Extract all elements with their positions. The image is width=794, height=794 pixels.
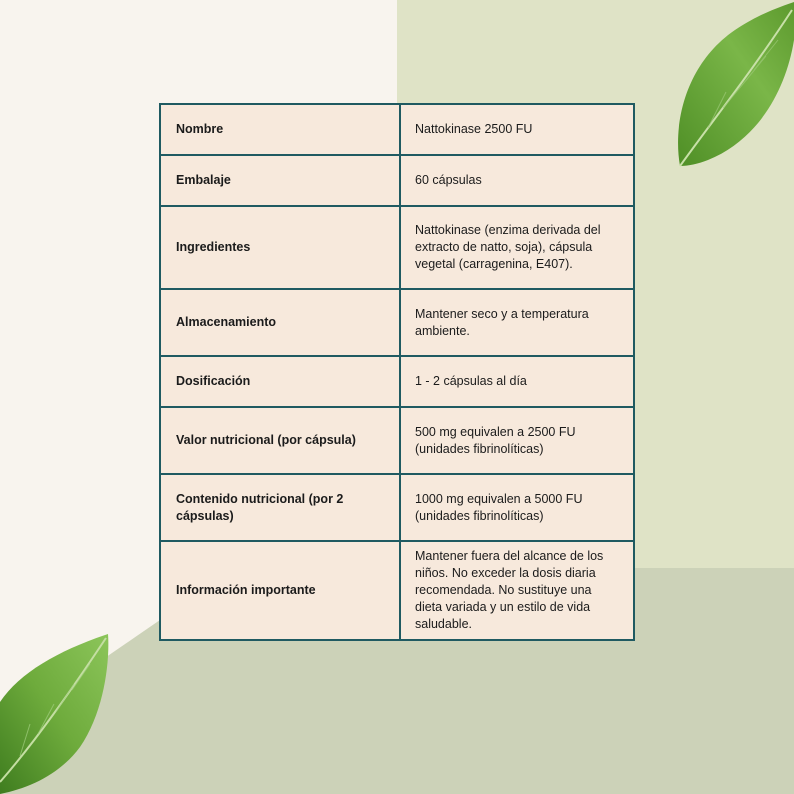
table-row: [160, 289, 634, 356]
row-label: Dosificación: [160, 356, 400, 407]
table-row: [160, 474, 634, 541]
leaf-icon-top-right: [668, 0, 794, 170]
row-label: Información importante: [160, 541, 400, 640]
row-value: Mantener fuera del alcance de los niños. No exceder la dosis diaria recomendada. No sustituye una dieta variada y un estilo de vida saludable.: [400, 541, 634, 640]
row-label: Ingredientes: [160, 206, 400, 289]
leaf-icon-bottom-left: [0, 632, 112, 794]
row-value: 1000 mg equivalen a 5000 FU (unidades fibrinolíticas): [400, 474, 634, 541]
row-value: Mantener seco y a temperatura ambiente.: [400, 289, 634, 356]
table-row: [160, 541, 634, 640]
row-label: Embalaje: [160, 155, 400, 206]
row-value: Nattokinase (enzima derivada del extracto de natto, soja), cápsula vegetal (carragenina, E407).: [400, 206, 634, 289]
row-label: Valor nutricional (por cápsula): [160, 407, 400, 474]
table-row: [160, 407, 634, 474]
row-label: Contenido nutricional (por 2 cápsulas): [160, 474, 400, 541]
table-row: [160, 104, 634, 155]
row-label: Nombre: [160, 104, 400, 155]
row-label: Almacenamiento: [160, 289, 400, 356]
table-row: [160, 155, 634, 206]
row-value: Nattokinase 2500 FU: [400, 104, 634, 155]
row-value: 500 mg equivalen a 2500 FU (unidades fibrinolíticas): [400, 407, 634, 474]
row-value: 1 - 2 cápsulas al día: [400, 356, 634, 407]
product-spec-table: [159, 103, 635, 641]
table-row: [160, 356, 634, 407]
row-value: 60 cápsulas: [400, 155, 634, 206]
table-row: [160, 206, 634, 289]
